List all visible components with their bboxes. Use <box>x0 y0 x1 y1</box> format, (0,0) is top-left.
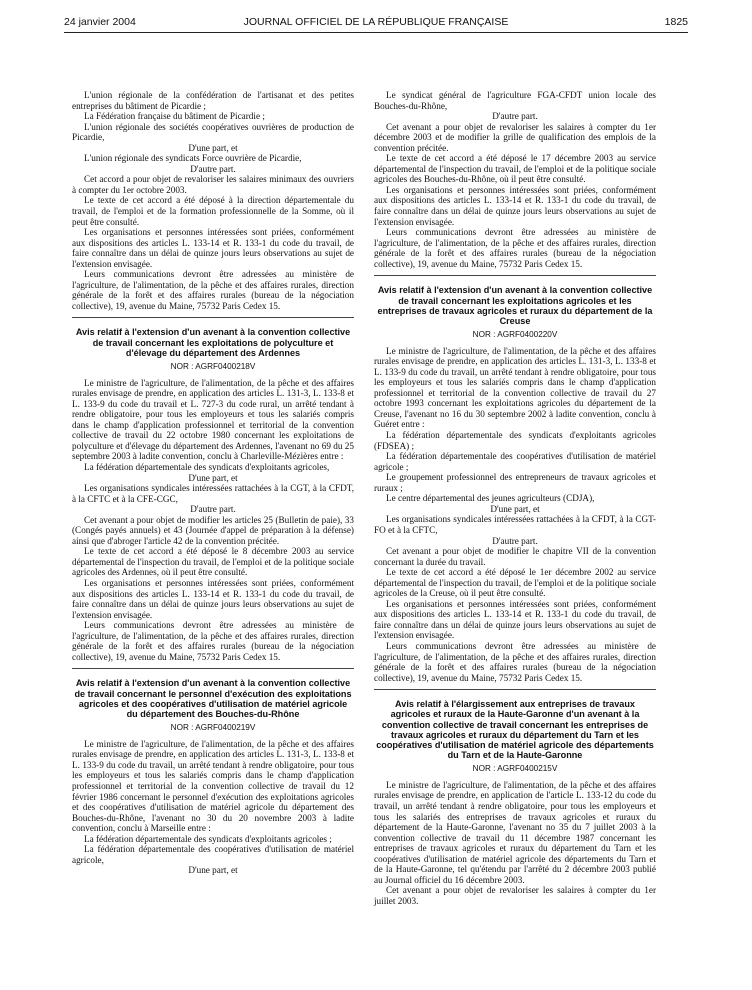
issue-date: 24 janvier 2004 <box>64 16 136 28</box>
paragraph: Leurs communications devront être adressées au ministère de l'agriculture, de l'alimentation, de la pêche et des affaires rurales, direction générale de la forêt et des affaires rurales (bureau de la négociation collective), 19, avenue du Maine, 75732 Paris Cedex 15. <box>374 227 656 269</box>
paragraph: Leurs communications devront être adressées au ministère de l'agriculture, de l'alimentation, de la pêche et des affaires rurales, direction générale de la forêt et des affaires rurales (bureau de la négociation collective), 19, avenue du Maine, 75732 Paris Cedex 15. <box>374 640 656 683</box>
paragraph: Le ministre de l'agriculture, de l'alimentation, de la pêche et des affaires rurales envisage de prendre, en application des articles L. 131-3, L. 133-8 et L. 133-9 du code du travail, un arrêté tendant à rendre obligatoire, pour tous les employeurs et tous les salariés compris dans le champ d'application professionnel et territorial de la convention collective de travail du 27 octobre 1993 concernant les exploitations agricoles du département de la Creuse, l'avenant no 16 du 30 septembre 2002 à ladite convention, conclu à Guéret entre : <box>374 345 656 430</box>
paragraph: Le groupement professionnel des entrepreneurs de travaux agricoles et ruraux ; <box>374 472 656 493</box>
paragraph: Le texte de cet accord a été déposé le 1er décembre 2002 au service départemental de l'inspection du travail, de l'emploi et de la politique sociale agricoles de la Creuse, où il peut être consulté. <box>374 567 656 599</box>
paragraph: Leurs communications devront être adressées au ministère de l'agriculture, de l'alimentation, de la pêche et des affaires rurales, direction générale de la forêt et des affaires rurales (bureau de la négociation collective), 19, avenue du Maine, 75732 Paris Cedex 15. <box>72 620 354 662</box>
paragraph: L'union régionale des sociétés coopératives ouvrières de production de Picardie, <box>72 121 354 143</box>
notice-title: Avis relatif à l'extension d'un avenant à la convention collective de travail concernant les exploitations agricoles et les entreprises de travaux agricoles et ruraux du département de la Creuse <box>377 285 653 326</box>
paragraph: D'une part, et <box>490 503 540 514</box>
nor-reference: NOR : AGRF0400220V <box>472 330 558 340</box>
paragraph: Cet accord a pour objet de revaloriser les salaires minimaux des ouvriers à compter du 1er octobre 2003. <box>72 174 354 195</box>
header-rule <box>64 32 688 33</box>
nor-reference: NOR : AGRF0400215V <box>472 764 558 774</box>
paragraph: D'autre part. <box>492 535 538 546</box>
paragraph: La fédération départementale des syndicats d'exploitants agricoles ; <box>84 833 332 844</box>
paragraph: Les organisations et personnes intéressées sont priées, conformément aux dispositions des articles L. 133-14 et R. 133-1 du code du travail, de faire connaître dans un délai de quinze jours leurs observations au sujet de l'extension envisagée. <box>374 598 656 641</box>
paragraph: Leurs communications devront être adressées au ministère de l'agriculture, de l'alimentation, de la pêche et des affaires rurales, direction générale de la forêt et des affaires rurales (bureau de la négociation collective), 19, avenue du Maine, 75732 Paris Cedex 15. <box>72 269 354 311</box>
paragraph: Cet avenant a pour objet de modifier le chapitre VII de la convention concernant la durée du travail. <box>374 546 656 567</box>
paragraph: Le ministre de l'agriculture, de l'alimentation, de la pêche et des affaires rurales envisage de prendre, en application des articles L. 131-3, L. 133-8 et L. 133-9 du code du travail, un arrêté tendant à rendre obligatoire, pour tous les employeurs et tous les salariés compris dans le champ d'application professionnel et territorial de la convention collective de travail du 12 février 1986 concernant le personnel d'exécution des exploitations agricoles et des coopératives d'utilisation de matériel agricole du département des Bouches-du-Rhône, l'avenant no 30 du 20 novembre 2003 à ladite convention, conclu à Marseille entre : <box>72 738 354 834</box>
paragraph: Les organisations syndicales intéressées rattachées à la CGT, à la CFDT, à la CFTC et à la CFE-CGC, <box>72 483 354 504</box>
paragraph: D'autre part. <box>190 163 236 174</box>
journal-title: JOURNAL OFFICIEL DE LA RÉPUBLIQUE FRANÇAISE <box>243 16 509 28</box>
right-column <box>374 90 656 906</box>
paragraph: D'autre part. <box>190 504 236 515</box>
paragraph: D'une part, et <box>188 142 238 153</box>
paragraph: Les organisations et personnes intéressées sont priées, conformément aux dispositions des articles L. 133-14 et R. 133-1 du code du travail, de faire connaître dans un délai de quinze jours leurs observations au sujet de l'extension envisagée. <box>72 578 354 620</box>
section-divider <box>72 317 354 318</box>
paragraph: La Fédération française du bâtiment de Picardie ; <box>84 111 265 122</box>
paragraph: Cet avenant a pour objet de revaloriser les salaires à compter du 1er décembre 2003 et de modifier la grille de qualification des emplois de la convention précitée. <box>374 121 656 153</box>
left-column <box>72 90 354 876</box>
paragraph: Le texte de cet accord a été déposé le 17 décembre 2003 au service départemental de l'inspection du travail, de l'emploi et de la politique sociale agricoles des Bouches-du-Rhône, où il peut être consulté. <box>374 153 656 185</box>
page-header <box>64 14 688 30</box>
paragraph: Cet avenant a pour objet de modifier les articles 25 (Bulletin de paie), 33 (Congés payés annuels) et 43 (Journée d'appel de préparation à la défense) ainsi que d'abroger l'article 42 de la convention précitée. <box>72 514 354 546</box>
paragraph: Le ministre de l'agriculture, de l'alimentation, de la pêche et des affaires rurales envisage de prendre, en application des articles L. 131-3, L. 133-8 et L. 133-9 du code du travail et L. 727-3 du code rural, un arrêté tendant à rendre obligatoire, pour tous les employeurs et tous les salariés compris dans le champ d'application professionnel et territorial de la convention collective de travail du 22 octobre 1980 concernant les exploitations de polyculture et d'élevage du département des Ardennes, l'avenant no 69 du 25 septembre 2003 à ladite convention, conclu à Charleville-Mézières entre : <box>72 377 354 462</box>
paragraph: Le texte de cet accord a été déposé à la direction départementale du travail, de l'emploi et de la formation professionnelle de la Somme, où il peut être consulté. <box>72 195 354 227</box>
paragraph: D'une part, et <box>188 865 238 876</box>
paragraph: D'autre part. <box>492 111 538 122</box>
paragraph: D'une part, et <box>188 472 238 483</box>
paragraph: La fédération départementale des syndicats d'exploitants agricoles, <box>84 462 330 473</box>
paragraph: La fédération départementale des coopératives d'utilisation de matériel agricole, <box>72 844 354 865</box>
paragraph: L'union régionale de la confédération de l'artisanat et des petites entreprises du bâtiment de Picardie ; <box>72 90 354 111</box>
paragraph: Le ministre de l'agriculture, de l'alimentation, de la pêche et des affaires rurales envisage de prendre, en application de l'article L. 133-12 du code du travail, un arrêté tendant à rendre obligatoire, pour tous les employeurs et tous les salariés des entreprises de travaux agricoles et ruraux du département de la Haute-Garonne, l'avenant no 35 du 7 juillet 2003 à la convention collective de travail du 11 décembre 1987 concernant les entreprises de travaux agricoles et ruraux du département du Tarn et les coopératives d'utilisation de matériel agricole des départements du Tarn et de la Haute-Garonne, tel qu'étendu par l'arrêté du 2 décembre 2003 publié au Journal officiel du 16 décembre 2003. <box>374 779 656 885</box>
paragraph: La fédération départementale des syndicats d'exploitants agricoles (FDSEA) ; <box>374 430 656 451</box>
section-divider <box>374 275 656 276</box>
notice-title: Avis relatif à l'extension d'un avenant à la convention collective de travail concernant le personnel d'exécution des exploitations agricoles et des coopératives d'utilisation de matériel agricole du département des Bouches-du-Rhône <box>74 678 352 720</box>
notice-title: Avis relatif à l'élargissement aux entreprises de travaux agricoles et ruraux de la Haute-Garonne d'un avenant à la convention collective de travail concernant les entreprises de travaux agricoles et ruraux du département du Tarn et les coopératives d'utilisation de matériel agricole des départements du Tarn et de la Haute-Garonne <box>376 699 654 761</box>
paragraph: Le syndicat général de l'agriculture FGA-CFDT union locale des Bouches-du-Rhône, <box>374 90 656 111</box>
paragraph: L'union régionale des syndicats Force ouvrière de Picardie, <box>84 153 302 164</box>
paragraph: Les organisations et personnes intéressées sont priées, conformément aux dispositions des articles L. 133-14 et R. 133-1 du code du travail, de faire connaître dans un délai de quinze jours leurs observations au sujet de l'extension envisagée. <box>72 227 354 269</box>
paragraph: Les organisations syndicales intéressées rattachées à la CFDT, à la CGT-FO et à la CFTC, <box>374 514 656 535</box>
section-divider <box>72 668 354 669</box>
notice-title: Avis relatif à l'extension d'un avenant à la convention collective de travail concernant les exploitations de polyculture et d'élevage du département des Ardennes <box>75 327 351 358</box>
nor-reference: NOR : AGRF0400219V <box>170 723 256 733</box>
paragraph: Le centre départemental des jeunes agriculteurs (CDJA), <box>386 493 595 504</box>
paragraph: Le texte de cet accord a été déposé le 8 décembre 2003 au service départemental de l'inspection du travail, de l'emploi et de la politique sociale agricoles des Ardennes, où il peut être consulté. <box>72 546 354 578</box>
paragraph: Les organisations et personnes intéressées sont priées, conformément aux dispositions des articles L. 133-14 et R. 133-1 du code du travail, de faire connaître dans un délai de quinze jours leurs observations au sujet de l'extension envisagée. <box>374 184 656 227</box>
paragraph: Cet avenant a pour objet de revaloriser les salaires à compter du 1er juillet 2003. <box>374 885 656 906</box>
nor-reference: NOR : AGRF0400218V <box>170 362 256 372</box>
section-divider <box>374 689 656 690</box>
paragraph: La fédération départementale des coopératives d'utilisation de matériel agricole ; <box>374 451 656 472</box>
page-number: 1825 <box>664 16 688 28</box>
